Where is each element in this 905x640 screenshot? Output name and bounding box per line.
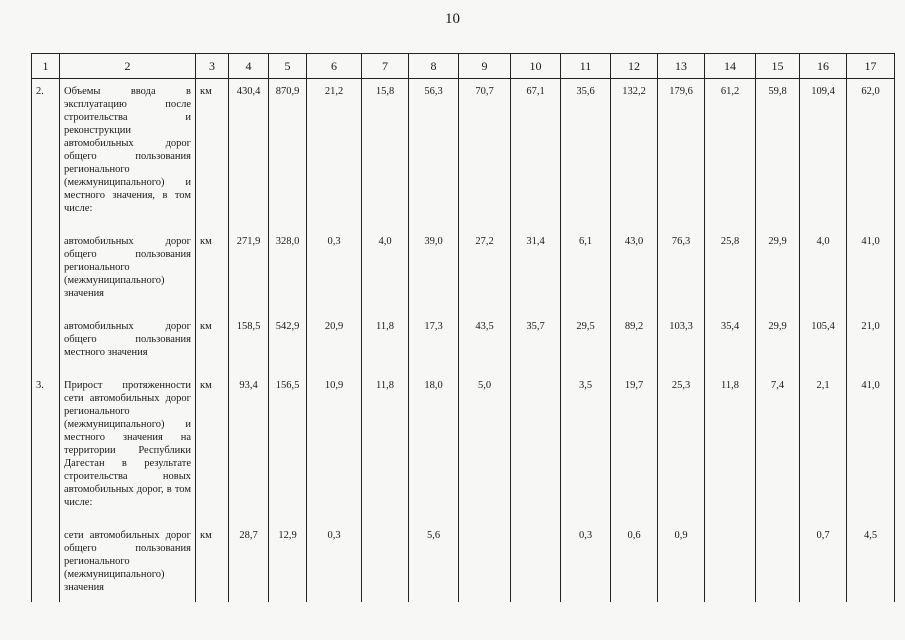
column-header: 9 (459, 54, 511, 79)
row-value: 20,9 (307, 300, 362, 359)
row-value: 35,6 (561, 79, 611, 216)
row-value (511, 509, 561, 602)
row-description: автомобильных дорог общего пользования регионального (межмуниципального) значения (60, 215, 196, 300)
column-header: 10 (511, 54, 561, 79)
column-header: 11 (561, 54, 611, 79)
column-header: 17 (847, 54, 895, 79)
page-number: 10 (445, 11, 460, 27)
row-value: 10,9 (307, 359, 362, 509)
row-value: 67,1 (511, 79, 561, 216)
row-value: 19,7 (611, 359, 658, 509)
row-value: 0,3 (307, 215, 362, 300)
column-header: 7 (362, 54, 409, 79)
row-value: 28,7 (229, 509, 269, 602)
row-value: 62,0 (847, 79, 895, 216)
header-row (32, 54, 895, 79)
row-value: 7,4 (756, 359, 800, 509)
row-number: 2. (32, 79, 60, 216)
row-value: 25,8 (705, 215, 756, 300)
row-value (756, 509, 800, 602)
column-header: 3 (196, 54, 229, 79)
row-value: 271,9 (229, 215, 269, 300)
column-header: 13 (658, 54, 705, 79)
row-value: 0,3 (307, 509, 362, 602)
row-value: 61,2 (705, 79, 756, 216)
column-header: 4 (229, 54, 269, 79)
column-header: 1 (32, 54, 60, 79)
row-value: 156,5 (269, 359, 307, 509)
row-value: 0,9 (658, 509, 705, 602)
row-unit: км (196, 509, 229, 602)
column-header: 6 (307, 54, 362, 79)
table-row (32, 79, 895, 216)
row-value: 27,2 (459, 215, 511, 300)
column-header: 8 (409, 54, 459, 79)
row-value: 21,0 (847, 300, 895, 359)
row-value: 158,5 (229, 300, 269, 359)
row-value: 3,5 (561, 359, 611, 509)
row-value: 132,2 (611, 79, 658, 216)
row-number (32, 300, 60, 359)
row-value: 0,3 (561, 509, 611, 602)
row-value: 29,9 (756, 300, 800, 359)
row-value: 31,4 (511, 215, 561, 300)
row-value (459, 509, 511, 602)
column-header: 12 (611, 54, 658, 79)
row-value: 12,9 (269, 509, 307, 602)
row-value: 179,6 (658, 79, 705, 216)
row-value: 5,0 (459, 359, 511, 509)
row-value: 70,7 (459, 79, 511, 216)
row-value: 11,8 (362, 300, 409, 359)
row-value: 15,8 (362, 79, 409, 216)
row-unit: км (196, 359, 229, 509)
row-value (362, 509, 409, 602)
row-number (32, 509, 60, 602)
row-value: 29,9 (756, 215, 800, 300)
table-row (32, 215, 895, 300)
row-value: 0,7 (800, 509, 847, 602)
indicators-table (31, 53, 895, 602)
row-value: 43,0 (611, 215, 658, 300)
row-unit: км (196, 215, 229, 300)
table-row (32, 509, 895, 602)
row-value: 103,3 (658, 300, 705, 359)
column-header: 5 (269, 54, 307, 79)
row-value: 4,0 (362, 215, 409, 300)
row-value: 542,9 (269, 300, 307, 359)
row-value: 0,6 (611, 509, 658, 602)
row-value: 89,2 (611, 300, 658, 359)
row-number: 3. (32, 359, 60, 509)
row-description: Объемы ввода в эксплуатацию после строительства и реконструкции автомобильных дорог общего пользования регионального (межмуниципального) и местного значения, в том числе: (60, 79, 196, 216)
row-value: 35,7 (511, 300, 561, 359)
row-value: 41,0 (847, 359, 895, 509)
row-value: 93,4 (229, 359, 269, 509)
row-value: 4,0 (800, 215, 847, 300)
row-value: 56,3 (409, 79, 459, 216)
row-value: 430,4 (229, 79, 269, 216)
column-header: 14 (705, 54, 756, 79)
row-value: 18,0 (409, 359, 459, 509)
row-unit: км (196, 79, 229, 216)
row-description: автомобильных дорог общего пользования местного значения (60, 300, 196, 359)
row-value: 39,0 (409, 215, 459, 300)
row-number (32, 215, 60, 300)
row-value: 35,4 (705, 300, 756, 359)
column-header: 15 (756, 54, 800, 79)
column-header: 2 (60, 54, 196, 79)
table-row (32, 300, 895, 359)
row-value: 870,9 (269, 79, 307, 216)
column-header: 16 (800, 54, 847, 79)
row-value: 2,1 (800, 359, 847, 509)
row-value (511, 359, 561, 509)
row-value: 17,3 (409, 300, 459, 359)
row-value: 25,3 (658, 359, 705, 509)
row-description: Прирост протяженности сети автомобильных дорог регионального (межмуниципального) и местного значения на территории Республики Дагестан в результате строительства новых автомобильных дорог, в том числе: (60, 359, 196, 509)
row-value: 29,5 (561, 300, 611, 359)
row-value: 105,4 (800, 300, 847, 359)
row-value: 328,0 (269, 215, 307, 300)
row-value: 76,3 (658, 215, 705, 300)
row-value: 59,8 (756, 79, 800, 216)
row-value: 109,4 (800, 79, 847, 216)
row-value: 6,1 (561, 215, 611, 300)
row-value: 41,0 (847, 215, 895, 300)
row-unit: км (196, 300, 229, 359)
row-description: сети автомобильных дорог общего пользования регионального (межмуниципального) значения (60, 509, 196, 602)
row-value: 4,5 (847, 509, 895, 602)
row-value: 43,5 (459, 300, 511, 359)
row-value: 11,8 (362, 359, 409, 509)
row-value: 5,6 (409, 509, 459, 602)
row-value: 11,8 (705, 359, 756, 509)
table-row (32, 359, 895, 509)
row-value (705, 509, 756, 602)
row-value: 21,2 (307, 79, 362, 216)
